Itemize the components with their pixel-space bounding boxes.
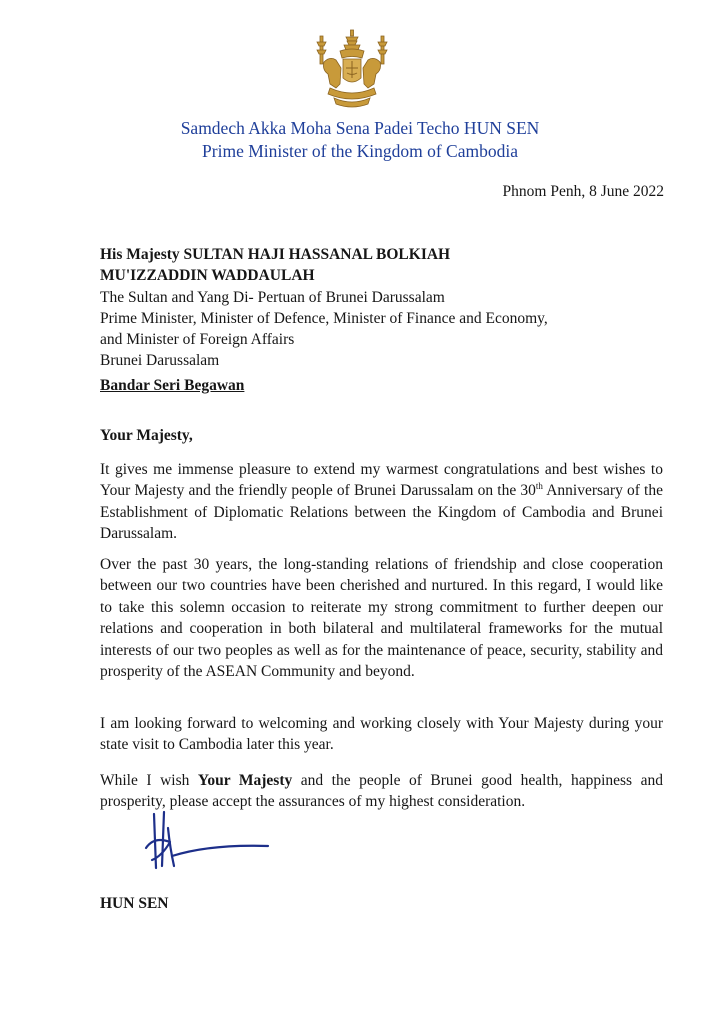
letterhead-title: Prime Minister of the Kingdom of Cambodia — [202, 141, 518, 161]
p4-text-a: While I wish — [100, 772, 198, 789]
recipient-line-6: Brunei Darussalam — [100, 352, 220, 369]
recipient-line-4: Prime Minister, Minister of Defence, Minister of Finance and Economy, — [100, 310, 548, 327]
recipient-line-3: The Sultan and Yang Di- Pertuan of Brunei Darussalam — [100, 289, 445, 306]
p4-bold-text: Your Majesty — [197, 772, 293, 789]
letter-date: Phnom Penh, 8 June 2022 — [502, 183, 664, 200]
royal-coat-of-arms-icon — [316, 28, 388, 110]
p1-superscript: th — [535, 481, 543, 492]
recipient-city: Bandar Seri Begawan — [100, 377, 245, 394]
body-paragraph-1 — [100, 459, 663, 545]
signatory-name: HUN SEN — [100, 895, 169, 912]
body-paragraph-3: I am looking forward to welcoming and working closely with Your Majesty during your state visit to Cambodia later this year. — [100, 715, 663, 754]
handwritten-signature-icon — [140, 808, 280, 878]
recipient-line-1: His Majesty SULTAN HAJI HASSANAL BOLKIAH — [100, 246, 451, 263]
salutation: Your Majesty, — [100, 427, 193, 444]
body-paragraph-2: Over the past 30 years, the long-standing relations of friendship and close cooperation between our two countries have been cherished and nurtured. In this regard, I would like to take this solemn occasion to reiterate my strong commitment to further deepen our relations and cooperation in both bilateral and multilateral frameworks for the mutual interests of our two peoples as well as for the maintenance of peace, security, stability and prosperity of the ASEAN Community and beyond. — [100, 556, 663, 681]
recipient-line-5: and Minister of Foreign Affairs — [100, 331, 295, 348]
p1-text-b: Anniversary of the Establishment of Diplomatic Relations between the Kingdom of Cambodia and Brunei Darussalam. — [100, 482, 663, 543]
recipient-line-2: MU'IZZADDIN WADDAULAH — [100, 267, 315, 284]
letterhead-name: Samdech Akka Moha Sena Padei Techo HUN SEN — [180, 118, 540, 138]
p4-text-b: and the people of Brunei good health, happiness and prosperity, please accept the assurances of my highest consideration. — [100, 772, 663, 811]
body-paragraph-4 — [100, 770, 663, 813]
p1-text-a: It gives me immense pleasure to extend my warmest congratulations and best wishes to Your Majesty and the friendly people of Brunei Darussalam on the 30 — [100, 461, 663, 500]
